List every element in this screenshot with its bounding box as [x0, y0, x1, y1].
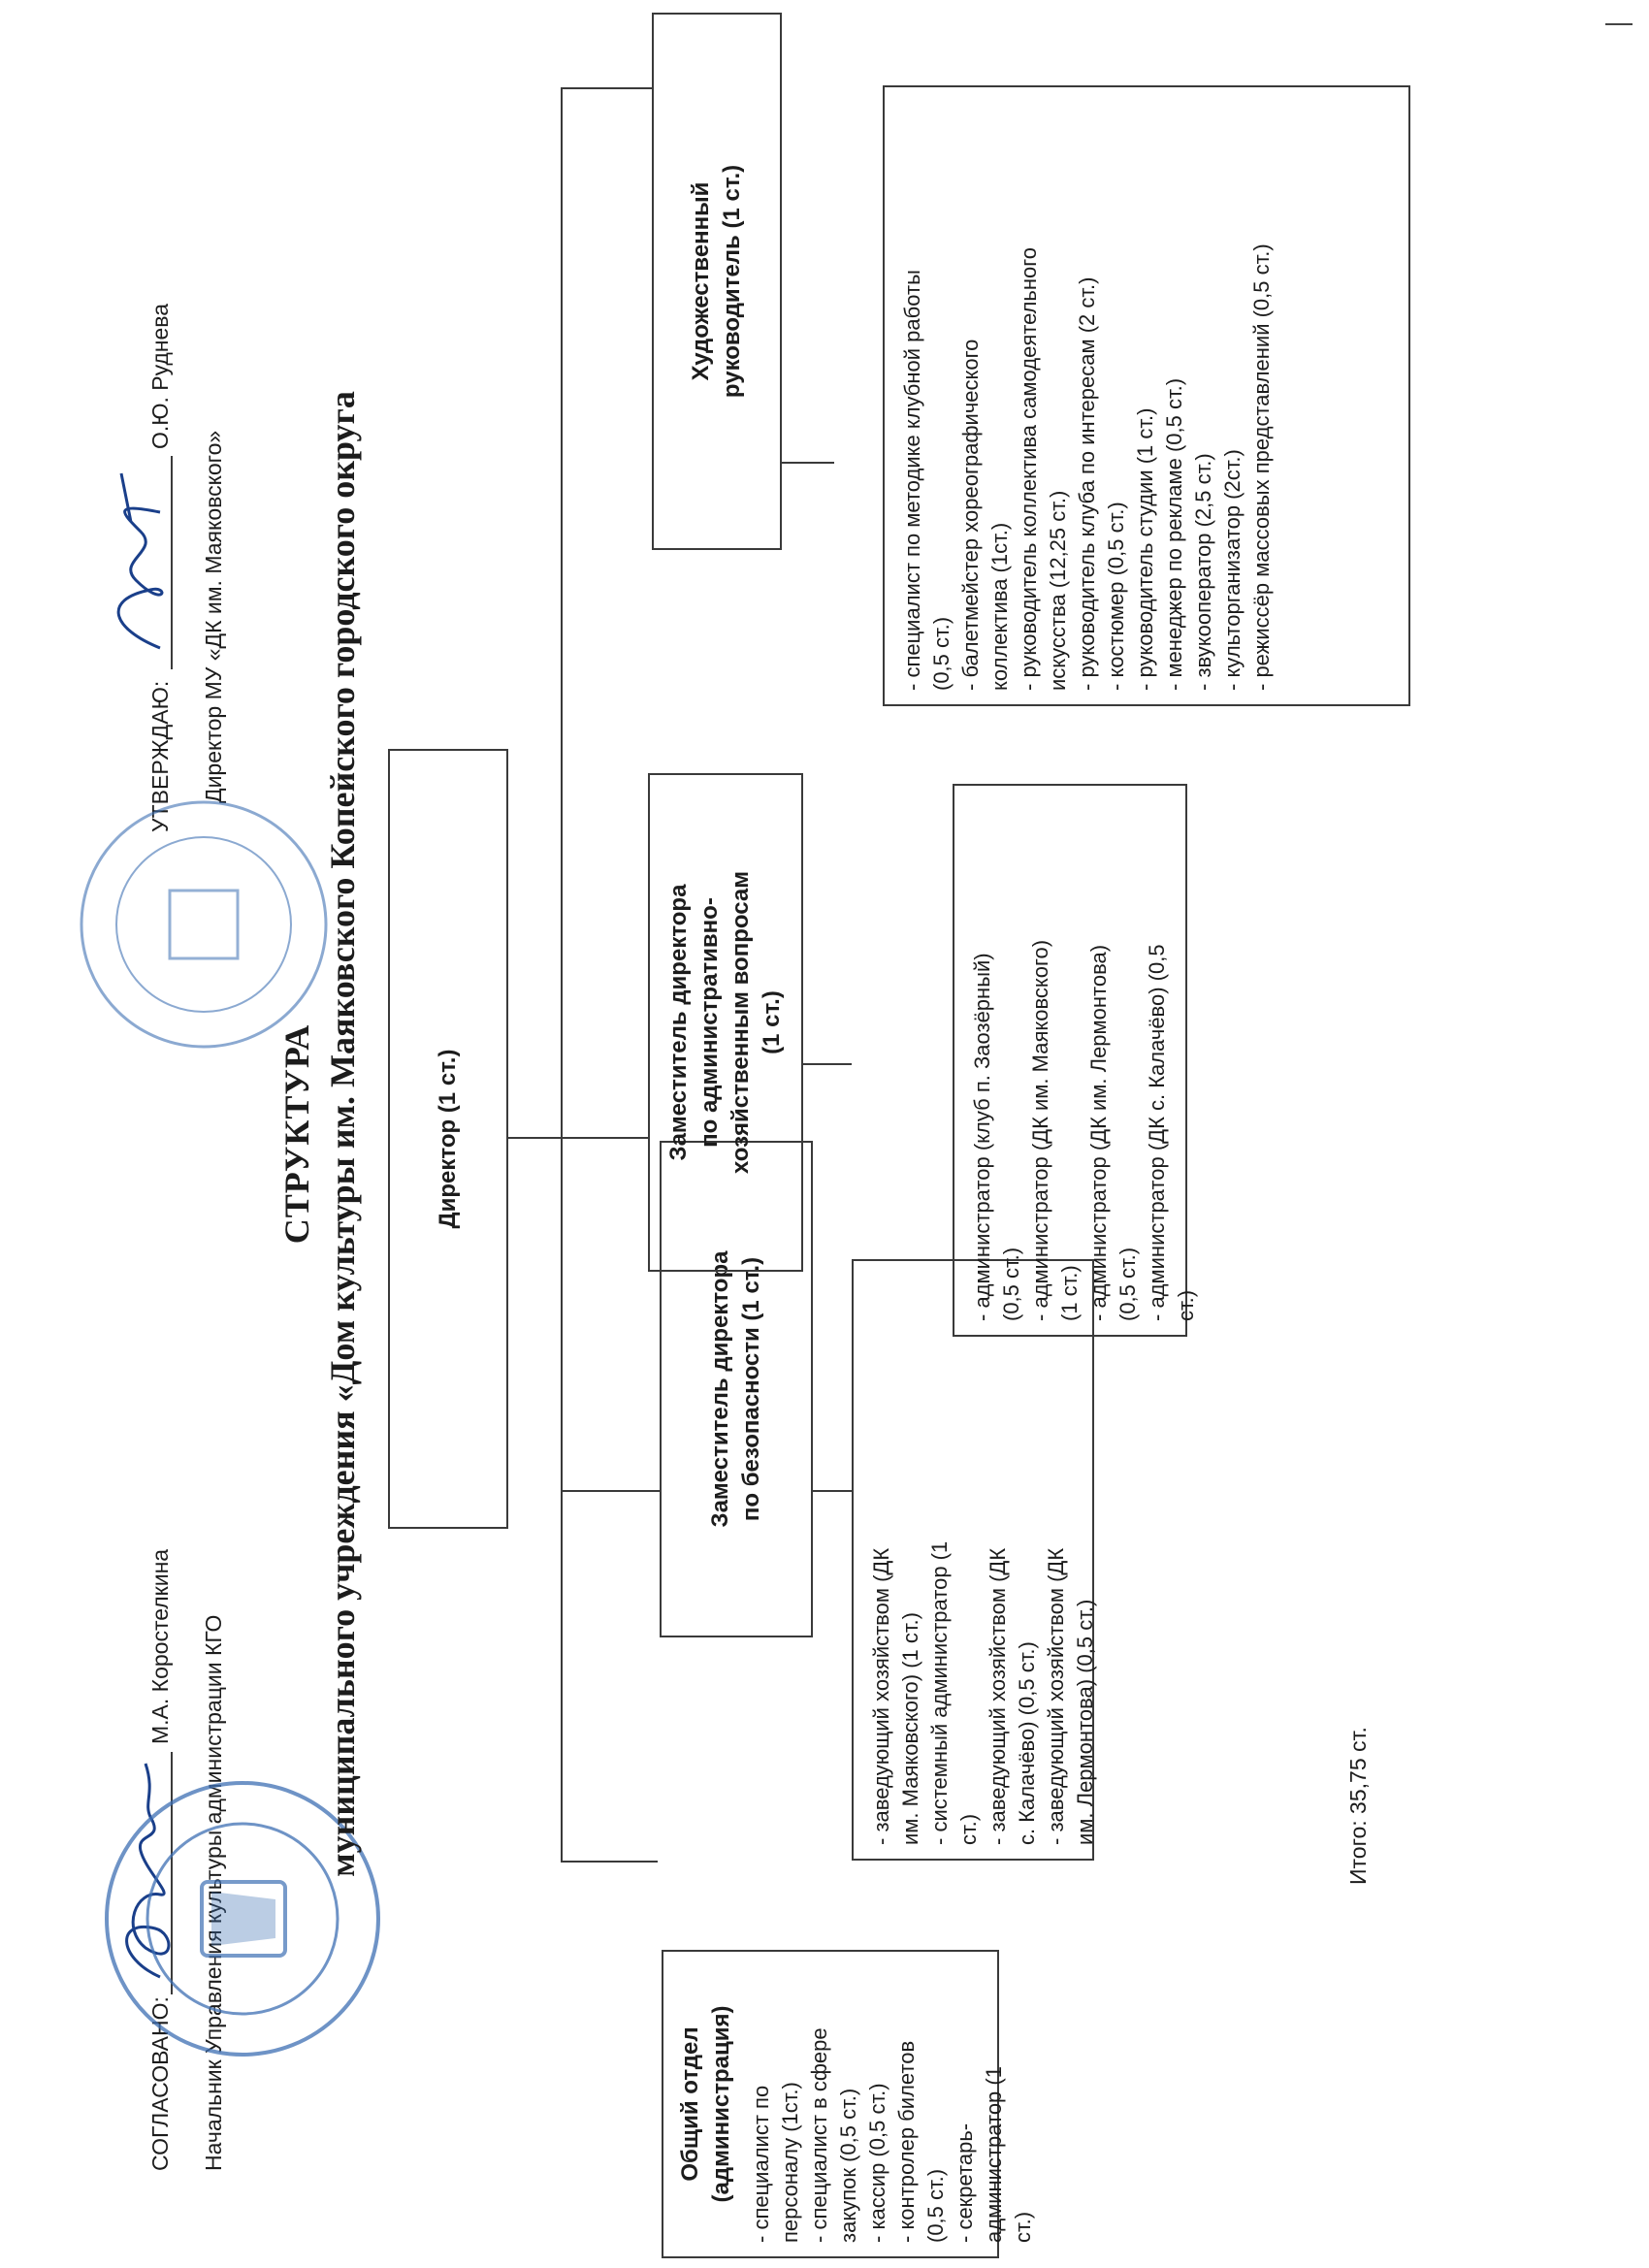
list-item: - заведующий хозяйством (ДК [869, 1547, 893, 1845]
list-item: им. Маяковского) (1 ст.) [898, 1612, 922, 1845]
stub-security [813, 1490, 852, 1492]
list-item: - менеджер по рекламе (0,5 ст.) [1162, 377, 1186, 691]
admin-deputy-box [648, 773, 803, 1272]
admin-deputy-items [968, 799, 1201, 1321]
list-item: - системный администратор (1 [927, 1540, 952, 1845]
list-item: (0,5 ст.) [923, 2168, 948, 2243]
approved-signature-mark [92, 454, 179, 667]
document-title: СТРУКТУРА [277, 1023, 316, 1245]
list-item: закупок (0,5 ст.) [836, 2088, 860, 2243]
list-item: им. Лермонтова) (0,5 ст.) [1073, 1599, 1097, 1845]
list-item: - администратор (ДК им. Лермонтова) [1086, 944, 1111, 1321]
security-deputy-items [867, 1275, 1100, 1845]
list-item: - руководитель студии (1 ст.) [1133, 407, 1157, 691]
list-item: - контролер билетов [894, 2040, 919, 2243]
approved-name: О.Ю. Руднева [147, 303, 173, 449]
agreed-position: Начальник Управления культуры администрации КГО [201, 1614, 226, 2171]
director-label: Директор (1 ст.) [435, 1049, 461, 1229]
list-item: ст.) [956, 1813, 981, 1845]
list-item: - звукооператор (2,5 ст.) [1191, 453, 1215, 691]
agreed-label: СОГЛАСОВАНО: [147, 1996, 173, 2171]
list-item: ст.) [1011, 2211, 1035, 2243]
connector-admin [561, 1137, 648, 1139]
list-item: - культорганизатор (2ст.) [1220, 449, 1245, 691]
general-department-list-box [662, 1950, 1035, 2258]
total-rates: Итого: 35,75 ст. [1345, 1727, 1371, 1885]
list-item: (0,5 ст.) [929, 616, 954, 691]
list-item: - режиссёр массовых представлений (0,5 ст.) [1249, 243, 1274, 691]
security-deputy-list-box [852, 1259, 1097, 1861]
security-deputy-title: Заместитель директора по безопасности (1 ст.) [707, 1250, 764, 1528]
connector-security [561, 1490, 660, 1492]
main-connector [561, 87, 563, 1863]
list-item: искусства (12,25 ст.) [1046, 490, 1070, 691]
admin-deputy-list-box [953, 784, 1198, 1337]
agreed-name: М.А. Коростелкина [147, 1548, 173, 1744]
list-item: - секретарь- [953, 2122, 977, 2243]
list-item: - руководитель коллектива самодеятельного [1017, 246, 1041, 691]
art-director-title: Художественный руководитель (1 ст.) [688, 164, 745, 399]
list-item: - администратор (клуб п. Заозёрный) [970, 953, 994, 1321]
director-box [388, 749, 508, 1529]
list-item: коллектива (1ст.) [987, 522, 1012, 691]
document-subtitle: муниципального учреждения «Дом культуры им. Маяковского Копейского городского округа [323, 391, 362, 1877]
list-item: - кассир (0,5 ст.) [865, 2083, 889, 2243]
director-connector [508, 1137, 561, 1139]
connector-art [561, 87, 654, 89]
list-item: - балетмейстер хореографического [958, 339, 983, 691]
connector-general [561, 1861, 658, 1863]
art-director-list-box [883, 85, 1410, 706]
list-item: персоналу (1ст.) [778, 2082, 802, 2243]
list-item: - заведующий хозяйством (ДК [986, 1547, 1010, 1845]
stub-art [782, 462, 834, 464]
list-item: (0,5 ст.) [999, 1247, 1023, 1321]
general-department-items [747, 1965, 1038, 2243]
scan-edge-mark [1605, 23, 1633, 25]
art-director-items [898, 101, 1277, 691]
list-item: ст.) [1174, 1289, 1198, 1321]
list-item: с. Калачёво) (0,5 ст.) [1015, 1641, 1039, 1845]
list-item: - специалист по методике клубной работы [900, 270, 924, 691]
list-item: (0,5 ст.) [1116, 1247, 1140, 1321]
general-department-title: Общий отдел (администрация) [677, 2005, 734, 2203]
art-director-box [652, 13, 782, 550]
list-item: - руководитель клуба по интересам (2 ст.) [1075, 276, 1099, 691]
list-item: - заведующий хозяйством (ДК [1044, 1547, 1068, 1845]
list-item: - костюмер (0,5 ст.) [1104, 502, 1128, 691]
admin-deputy-title: Заместитель директора по административно- хозяйственным вопросам (1 ст.) [665, 871, 785, 1174]
list-item: - администратор (ДК им. Маяковского) [1028, 939, 1052, 1321]
list-item: администратор (1 [982, 2066, 1006, 2243]
approved-position: Директор МУ «ДК им. Маяковского» [201, 430, 226, 803]
list-item: - специалист в сфере [807, 2027, 831, 2243]
list-item: (1 ст.) [1057, 1265, 1082, 1321]
stub-admin [803, 1063, 852, 1065]
list-item: - специалист по [749, 2085, 773, 2243]
list-item: - администратор (ДК с. Калачёво) (0,5 [1145, 944, 1169, 1321]
approved-label: УТВЕРЖДАЮ: [147, 680, 173, 832]
